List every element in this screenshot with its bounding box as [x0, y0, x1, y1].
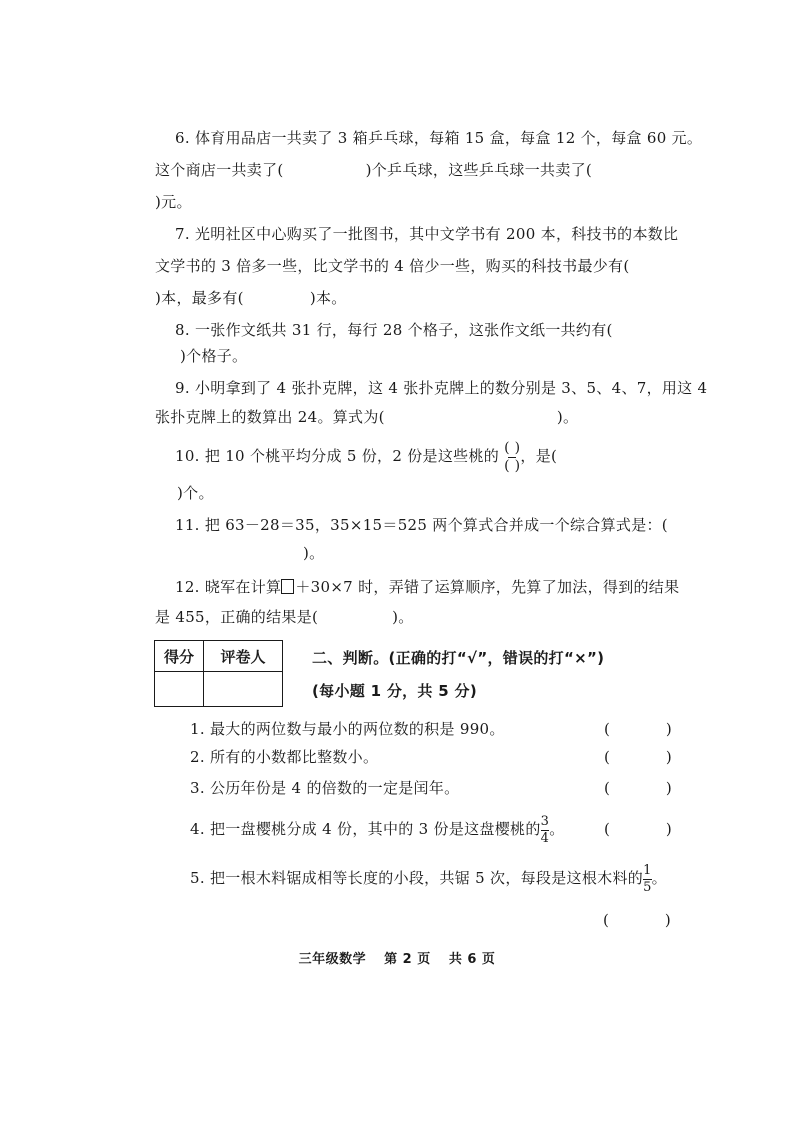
question-8-line-2: )个格子。: [180, 347, 248, 365]
judge-answer-2[interactable]: [604, 747, 672, 767]
question-6-text-b: )个乒乓球，这些乒乓球一共卖了(: [365, 161, 593, 179]
question-7-text-b: )本。: [309, 289, 347, 307]
question-10-line-1: [175, 440, 557, 473]
paren-open: (: [603, 911, 609, 929]
judge-item-4-text: 4. 把一盘樱桃分成 4 份，其中的 3 份是这盘樱桃的: [190, 820, 541, 838]
paren-open: (: [604, 748, 610, 766]
judge-item-5-tail: 。: [651, 869, 667, 887]
question-6-line-2: [155, 160, 592, 180]
paren-close: ): [665, 720, 672, 738]
question-9-text-b: )。: [556, 408, 579, 426]
question-7-line-3: [155, 288, 347, 308]
paren-open: (: [604, 779, 610, 797]
question-9-line-1: 9. 小明拿到了 4 张扑克牌，这 4 张扑克牌上的数分别是 3、5、4、7，用这 4: [175, 379, 708, 397]
judge-item-2: 2. 所有的小数都比整数小。: [190, 748, 379, 766]
judge-item-3: 3. 公历年份是 4 的倍数的一定是闰年。: [190, 779, 460, 797]
question-10-text-a: 10. 把 10 个桃平均分成 5 份，2 份是这些桃的: [175, 447, 500, 465]
grader-header: 评卷人: [204, 641, 283, 672]
footer-page-number: 第 2 页: [384, 952, 431, 967]
judge-answer-5[interactable]: [603, 910, 671, 930]
grader-cell[interactable]: [204, 672, 283, 707]
judge-item-1: 1. 最大的两位数与最小的两位数的积是 990。: [190, 720, 505, 738]
question-10-text-b: ，是(: [520, 447, 558, 465]
section-2-title: 二、判断。(正确的打“√”，错误的打“×”): [312, 649, 605, 667]
fraction-one-fifth: $\frac{1}{5}$: [643, 862, 652, 895]
question-11-line-1: 11. 把 63－28＝35，35×15＝525 两个算式合并成一个综合算式是：(: [175, 516, 668, 534]
square-box-icon: [281, 579, 294, 594]
fraction-three-quarters: $\frac{3}{4}$: [540, 813, 550, 846]
paren-open: (: [604, 720, 610, 738]
footer-total-pages: 共 6 页: [448, 952, 496, 967]
footer-grade: 三年级数学: [298, 952, 367, 967]
fraction-blank-numerator: ( ): [504, 439, 521, 456]
question-12-text-c: 是 455，正确的结果是(: [155, 608, 319, 626]
question-12-line-1: [175, 577, 679, 597]
question-6-text-a: 这个商店一共卖了(: [155, 161, 284, 179]
fraction-blank[interactable]: [504, 439, 521, 474]
judge-answer-3[interactable]: [604, 778, 672, 798]
question-9-text-a: 张扑克牌上的数算出 24。算式为(: [155, 408, 385, 426]
paren-close: ): [665, 779, 672, 797]
question-12-text-b: ＋30×7 时，弄错了运算顺序，先算了加法，得到的结果: [295, 578, 680, 596]
judge-item-4-tail: 。: [549, 820, 565, 838]
question-12-text-d: )。: [392, 608, 414, 626]
fraction-blank-denominator: ( ): [504, 457, 521, 474]
paren-close: ): [664, 911, 671, 929]
question-7-text-a: )本，最多有(: [155, 289, 244, 307]
score-header: 得分: [155, 641, 204, 672]
question-6-line-1: 6. 体育用品店一共卖了 3 箱乒乓球，每箱 15 盒，每盒 12 个，每盒 60 元。: [175, 129, 703, 147]
question-9-line-2: [155, 407, 578, 427]
paren-open: (: [604, 820, 610, 838]
paren-close: ): [665, 748, 672, 766]
question-7-line-2: 文学书的 3 倍多一些，比文学书的 4 倍少一些，购买的科技书最少有(: [155, 257, 630, 275]
judge-item-4: [190, 812, 565, 846]
page-footer: [0, 948, 794, 967]
judge-answer-4[interactable]: [604, 819, 672, 839]
judge-answer-1[interactable]: [604, 719, 672, 739]
question-6-line-3: )元。: [155, 193, 192, 211]
question-8-line-1: 8. 一张作文纸共 31 行，每行 28 个格子，这张作文纸一共约有(: [175, 321, 613, 339]
section-2-subtitle: (每小题 1 分，共 5 分): [312, 682, 477, 700]
question-11-line-2: )。: [303, 544, 325, 562]
question-7-line-1: 7. 光明社区中心购买了一批图书，其中文学书有 200 本，科技书的本数比: [175, 225, 679, 243]
question-10-line-2: )个。: [177, 484, 214, 502]
judge-item-5-text: 5. 把一根木料锯成相等长度的小段，共锯 5 次，每段是这根木料的: [190, 869, 644, 887]
score-cell[interactable]: [155, 672, 204, 707]
score-table: [154, 640, 283, 707]
judge-item-5: [190, 861, 667, 895]
question-12-text-a: 12. 晓军在计算: [175, 578, 282, 596]
question-12-line-2: [155, 607, 414, 627]
paren-close: ): [665, 820, 672, 838]
